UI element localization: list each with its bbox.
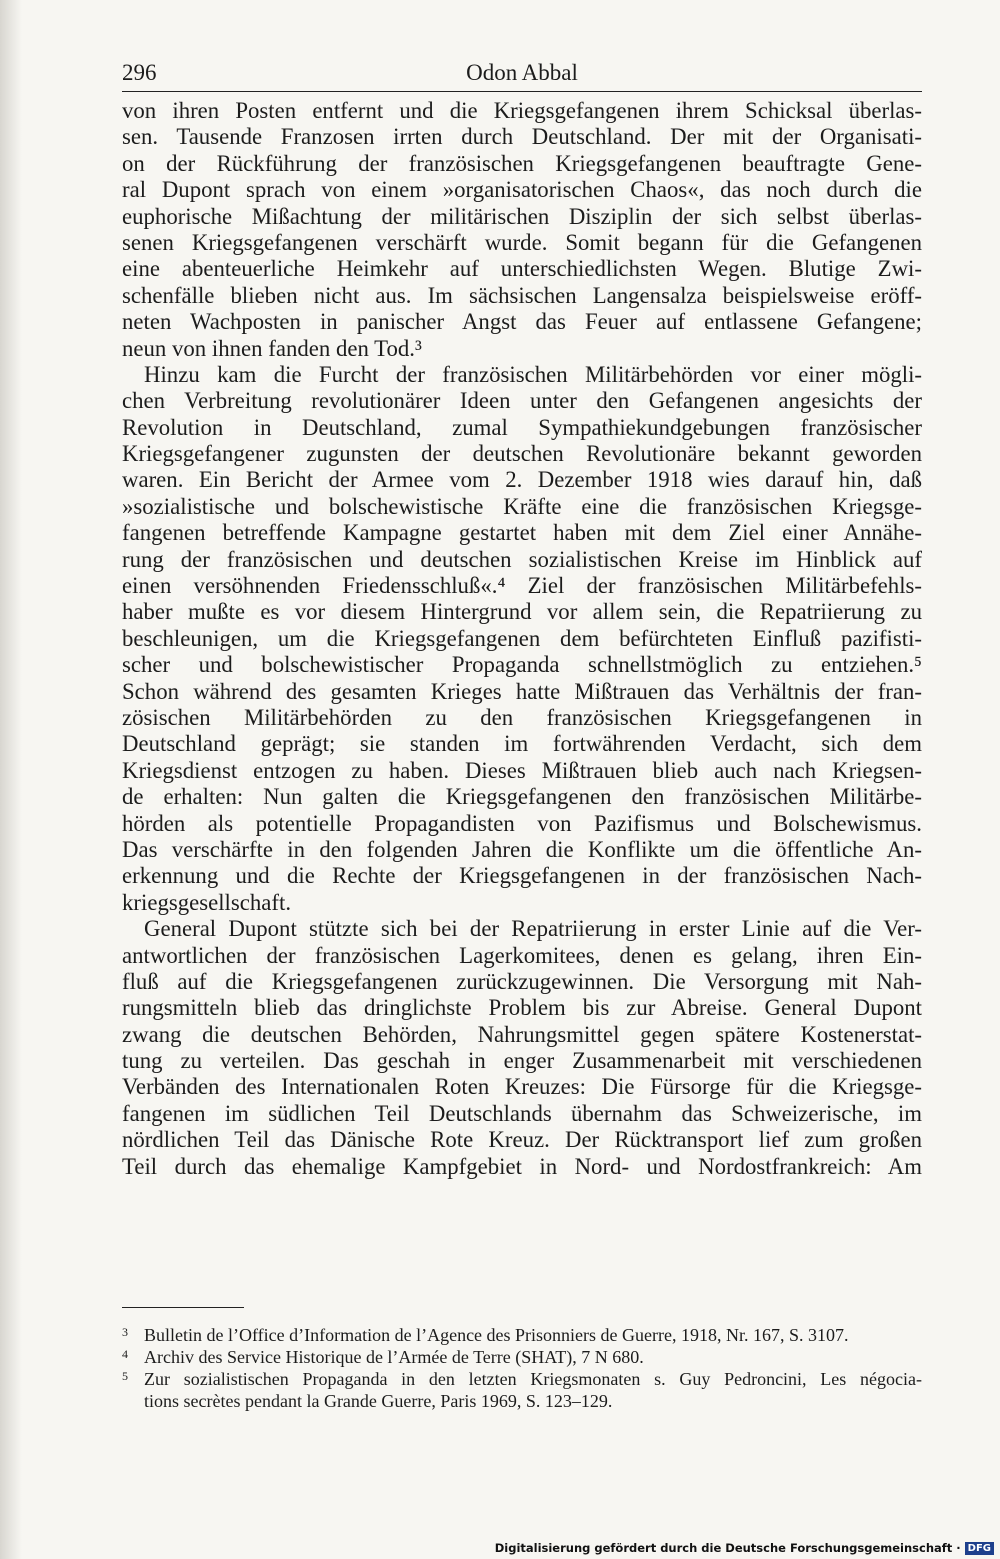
funder-logo: DFG bbox=[965, 1542, 994, 1555]
body-line: euphorische Mißachtung der militärischen Disziplin der sich selbst überlas- bbox=[122, 203, 922, 229]
running-head-author: Odon Abbal bbox=[466, 60, 578, 85]
body-line: Teil durch das ehemalige Kampfgebiet in Nord- und Nordostfrankreich: Am bbox=[122, 1153, 922, 1179]
page-edge-shadow bbox=[0, 0, 22, 1559]
header-rule bbox=[122, 91, 922, 92]
body-line: fangenen im südlichen Teil Deutschlands übernahm das Schweizerische, im bbox=[122, 1100, 922, 1126]
body-line: Verbänden des Internationalen Roten Kreuzes: Die Fürsorge für die Kriegsge- bbox=[122, 1074, 922, 1100]
footnotes bbox=[122, 1324, 922, 1412]
footnote-line bbox=[122, 1368, 922, 1390]
footnote-line bbox=[122, 1346, 922, 1368]
body-line: nördlichen Teil das Dänische Rote Kreuz. Der Rücktransport lief zum großen bbox=[122, 1127, 922, 1153]
body-line: eine abenteuerliche Heimkehr auf unterschiedlichsten Wegen. Blutige Zwi- bbox=[122, 256, 922, 282]
body-text bbox=[122, 98, 922, 1180]
body-line: de erhalten: Nun galten die Kriegsgefangenen den französischen Militärbe- bbox=[122, 784, 922, 810]
footnote-text: Bulletin de l’Office d’Information de l’Agence des Prisonniers de Guerre, 1918, Nr. 167, S. 3107. bbox=[144, 1325, 849, 1345]
body-line: Deutschland geprägt; sie standen im fortwährenden Verdacht, sich dem bbox=[122, 731, 922, 757]
body-line: neun von ihnen fanden den Tod.³ bbox=[122, 335, 422, 361]
body-line: Kriegsdienst entzogen zu haben. Dieses Mißtrauen blieb auch nach Kriegsen- bbox=[122, 757, 922, 783]
body-line: kriegsgesellschaft. bbox=[122, 889, 292, 915]
footnote-text: Zur sozialistischen Propaganda in den letzten Kriegsmonaten s. Guy Pedroncini, Les négocia- bbox=[144, 1369, 922, 1389]
body-line: Kriegsgefangener zugunsten der deutschen Revolutionäre bekannt geworden bbox=[122, 441, 922, 467]
funding-note bbox=[495, 1541, 994, 1555]
body-line: antwortlichen der französischen Lagerkomitees, denen es gelang, ihren Ein- bbox=[122, 942, 922, 968]
body-line: ral Dupont sprach von einem »organisatorischen Chaos«, das noch durch die bbox=[122, 177, 922, 203]
body-line: zwang die deutschen Behörden, Nahrungsmittel gegen spätere Kostenerstat- bbox=[122, 1021, 922, 1047]
footnote-text: Archiv des Service Historique de l’Armée de Terre (SHAT), 7 N 680. bbox=[144, 1347, 644, 1367]
funding-note-text: Digitalisierung gefördert durch die Deutsche Forschungsgemeinschaft · bbox=[494, 1541, 961, 1555]
footnote-marker: 4 bbox=[122, 1347, 128, 1361]
body-line: schenfälle blieben nicht aus. Im sächsischen Langensalza beispielsweise eröff- bbox=[122, 282, 922, 308]
footnote-line bbox=[122, 1324, 922, 1346]
body-line: beschleunigen, um die Kriegsgefangenen dem befürchteten Einfluß pazifisti- bbox=[122, 625, 922, 651]
footnote-marker: 5 bbox=[122, 1369, 128, 1383]
body-line: General Dupont stützte sich bei der Repatriierung in erster Linie auf die Ver- bbox=[144, 916, 922, 942]
body-line: Revolution in Deutschland, zumal Sympathiekundgebungen französischer bbox=[122, 414, 922, 440]
body-line: tung zu verteilen. Das geschah in enger Zusammenarbeit mit verschiedenen bbox=[122, 1048, 922, 1074]
footnote-text: tions secrètes pendant la Grande Guerre, Paris 1969, S. 123–129. bbox=[144, 1391, 613, 1411]
body-line: Das verschärfte in den folgenden Jahren die Konflikte um die öffentliche An- bbox=[122, 836, 922, 862]
body-line: Hinzu kam die Furcht der französischen Militärbehörden vor einer mögli- bbox=[144, 361, 922, 387]
body-line: rung der französischen und deutschen sozialistischen Kreise im Hinblick auf bbox=[122, 546, 922, 572]
body-line: zösischen Militärbehörden zu den französischen Kriegsgefangenen in bbox=[122, 704, 922, 730]
body-line: sen. Tausende Franzosen irrten durch Deutschland. Der mit der Organisati- bbox=[122, 124, 922, 150]
body-line: fluß auf die Kriegsgefangenen zurückzugewinnen. Die Versorgung mit Nah- bbox=[122, 968, 922, 994]
page-number: 296 bbox=[122, 60, 157, 85]
footnote-marker: 3 bbox=[122, 1325, 128, 1339]
body-line: hörden als potentielle Propagandisten von Pazifismus und Bolschewismus. bbox=[122, 810, 922, 836]
body-line: Schon während des gesamten Krieges hatte Mißtrauen das Verhältnis der fran- bbox=[122, 678, 922, 704]
body-line: haber mußte es vor diesem Hintergrund vor allem sein, die Repatriierung zu bbox=[122, 599, 922, 625]
body-line: rungsmitteln blieb das dringlichste Problem bis zur Abreise. General Dupont bbox=[122, 995, 922, 1021]
body-line: on der Rückführung der französischen Kriegsgefangenen beauftragte Gene- bbox=[122, 150, 922, 176]
body-line: neten Wachposten in panischer Angst das Feuer auf entlassene Gefangene; bbox=[122, 309, 922, 335]
body-line: chen Verbreitung revolutionärer Ideen unter den Gefangenen angesichts der bbox=[122, 388, 922, 414]
body-line: einen versöhnenden Friedensschluß«.⁴ Ziel der französischen Militärbefehls- bbox=[122, 573, 922, 599]
body-line: senen Kriegsgefangenen verschärft wurde. Somit begann für die Gefangenen bbox=[122, 229, 922, 255]
body-line: fangenen betreffende Kampagne gestartet haben mit dem Ziel einer Annähe- bbox=[122, 520, 922, 546]
footnote-line bbox=[122, 1390, 922, 1412]
body-line: erkennung und die Rechte der Kriegsgefangenen in der französischen Nach- bbox=[122, 863, 922, 889]
footnote-rule bbox=[122, 1307, 244, 1308]
body-line: waren. Ein Bericht der Armee vom 2. Dezember 1918 wies darauf hin, daß bbox=[122, 467, 922, 493]
running-head bbox=[122, 58, 922, 88]
body-line: scher und bolschewistischer Propaganda schnellstmöglich zu entziehen.⁵ bbox=[122, 652, 922, 678]
body-line: »sozialistische und bolschewistische Kräfte eine die französischen Kriegsge- bbox=[122, 493, 922, 519]
body-line: von ihren Posten entfernt und die Kriegsgefangenen ihrem Schicksal überlas- bbox=[122, 98, 922, 123]
